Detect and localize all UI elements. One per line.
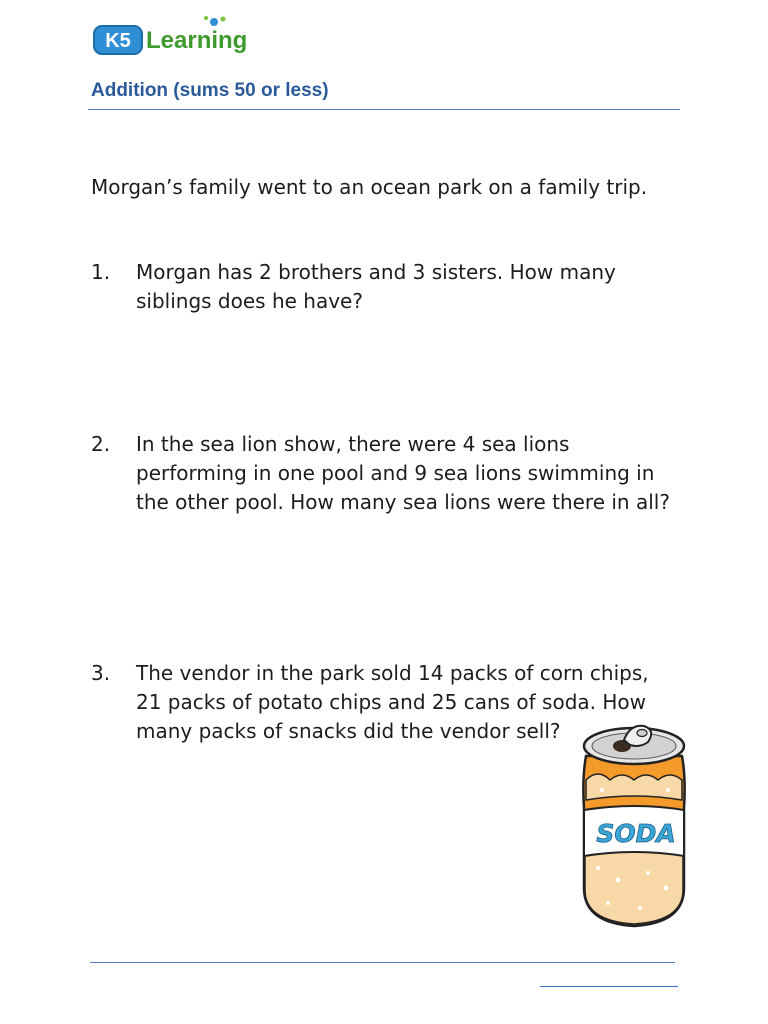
soda-can-icon	[578, 718, 690, 933]
logo-brand: K5	[105, 30, 131, 52]
k5-learning-logo	[92, 14, 262, 60]
question-number: 1.	[91, 260, 111, 284]
question-text: In the sea lion show, there were 4 sea lions performing in one pool and 9 sea lions swimming in the other pool. How many sea lions were there in all?	[136, 432, 670, 514]
question-text: The vendor in the park sold 14 packs of corn chips, 21 packs of potato chips and 25 cans of soda. How many packs of snacks did the vendor sell?	[136, 661, 649, 743]
logo-wordmark: Learning	[146, 27, 248, 54]
footer-link[interactable]	[540, 986, 678, 987]
question-number: 3.	[91, 661, 111, 685]
logo-graphic	[92, 14, 262, 60]
footer-divider	[90, 962, 675, 963]
soda-can-graphic	[578, 718, 690, 933]
worksheet-title: Addition (sums 50 or less)	[91, 80, 329, 101]
intro-text: Morgan’s family went to an ocean park on a family trip.	[91, 175, 648, 199]
question-number: 2.	[91, 432, 111, 456]
header-divider	[88, 109, 680, 110]
can-label: SODA	[596, 819, 676, 848]
question-text: Morgan has 2 brothers and 3 sisters. How many siblings does he have?	[136, 260, 616, 313]
